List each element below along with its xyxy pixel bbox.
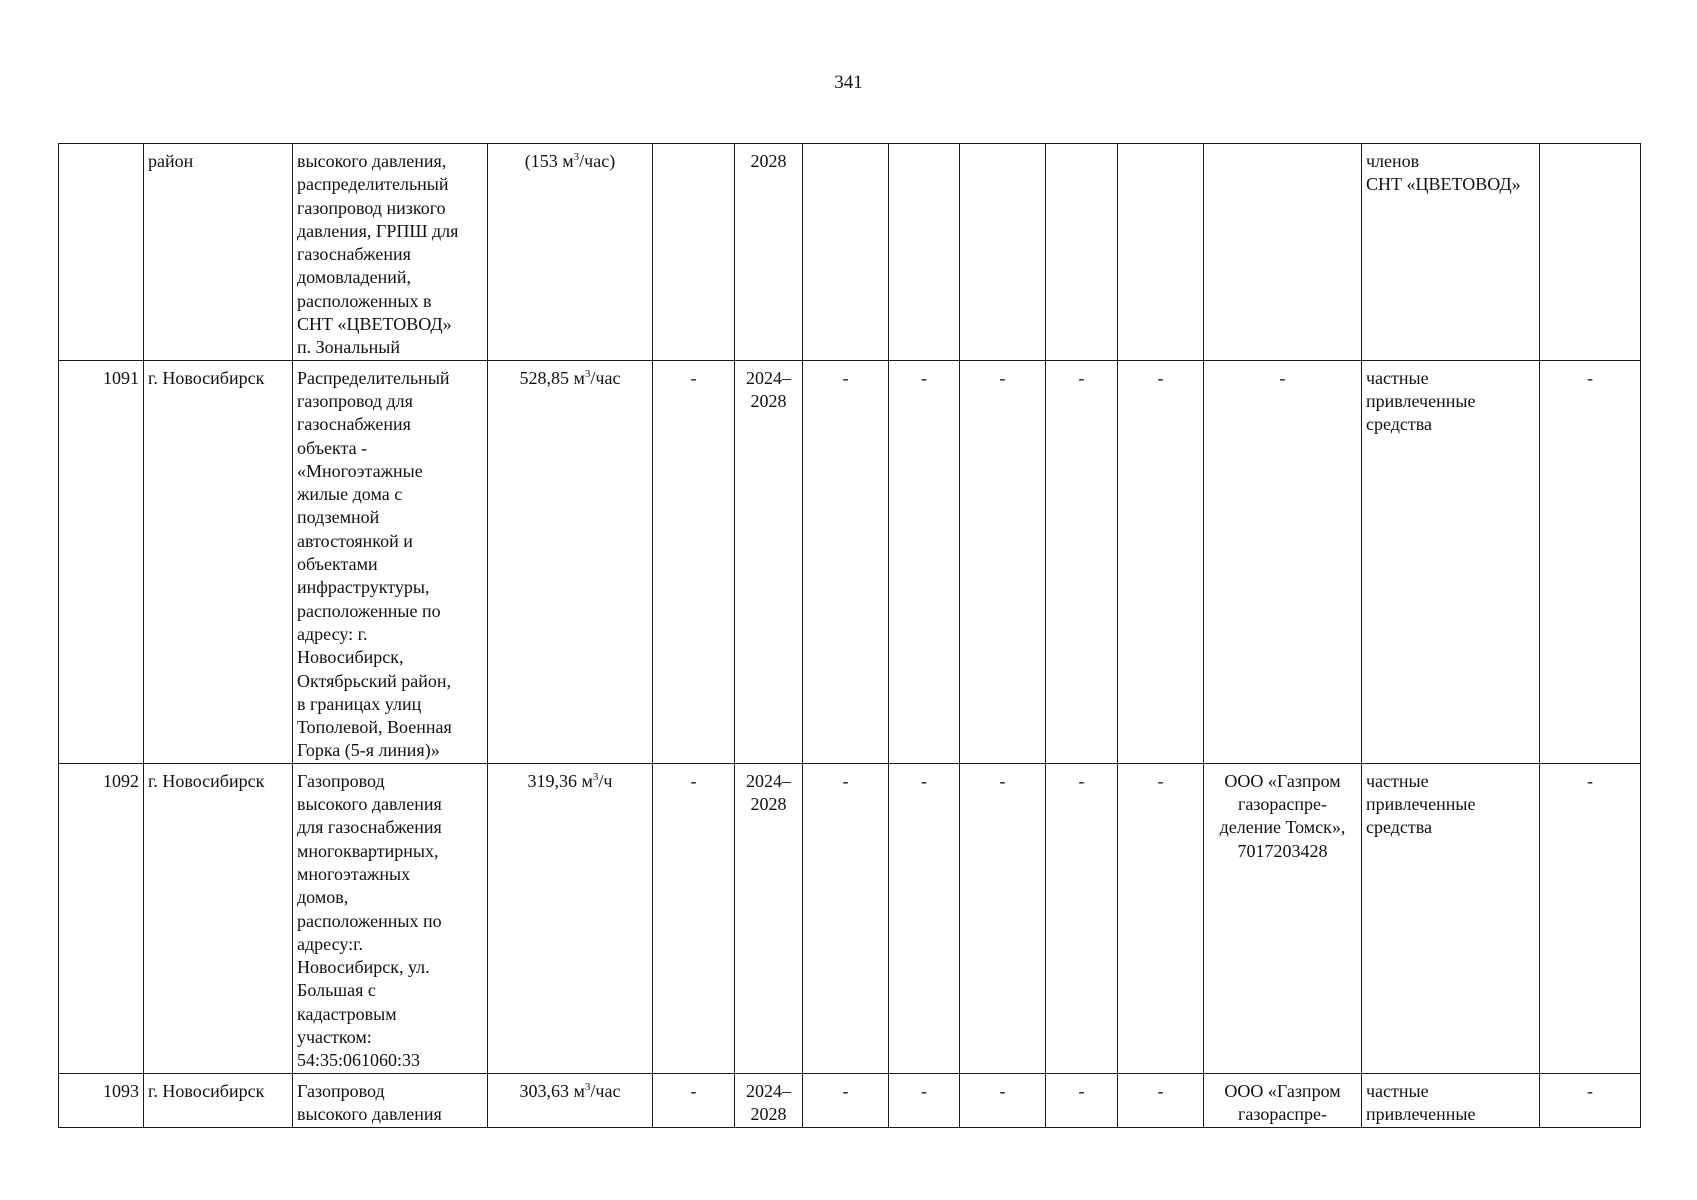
column-9-cell	[960, 144, 1046, 361]
object-name-line: высокого давления	[297, 1104, 442, 1125]
period-line: 2028	[750, 794, 787, 815]
column-7-cell	[803, 144, 889, 361]
object-name-line: инфраструктуры,	[297, 577, 430, 598]
column-15-cell: -	[1540, 763, 1641, 1073]
object-name-line: высокого давления,	[297, 151, 447, 171]
object-name-line: объекта -	[297, 437, 368, 458]
object-name-line: расположенные по	[297, 600, 441, 621]
capacity-superscript: 3	[592, 770, 599, 783]
column-7-cell: -	[803, 1073, 889, 1127]
object-name-line: «Многоэтажные	[297, 460, 423, 481]
column-15-cell: -	[1540, 1073, 1641, 1127]
object-name-line: Октябрьский район,	[297, 670, 452, 691]
column-5-cell: -	[653, 360, 735, 763]
period-line: 2024–	[746, 1080, 791, 1101]
capacity-unit: /час	[590, 367, 621, 388]
object-name-line: расположенных в	[297, 290, 432, 311]
capacity-superscript: 3	[584, 1080, 591, 1093]
funding-source-cell	[1362, 763, 1540, 1073]
capacity-cell	[488, 1073, 653, 1127]
object-name-line: многоквартирных,	[297, 840, 439, 861]
organization-line: газораспре-	[1238, 1104, 1327, 1125]
capacity-unit: /час	[590, 1080, 621, 1101]
period-cell	[735, 763, 803, 1073]
funding-source-line: средства	[1366, 817, 1433, 838]
funding-source-cell	[1362, 144, 1540, 361]
object-name-line: газоснабжения	[297, 244, 411, 265]
object-name-line: Распределительный	[297, 367, 450, 388]
organization-line: ООО «Газпром	[1224, 1080, 1341, 1101]
column-11-cell: -	[1118, 763, 1204, 1073]
object-name-line: домовладений,	[297, 267, 411, 288]
object-name-line: п. Зональный	[297, 337, 400, 358]
funding-source-line: частные	[1366, 1080, 1429, 1101]
row-number-cell: 1092	[59, 763, 144, 1073]
object-name-line: многоэтажных	[297, 863, 411, 884]
object-name-cell	[293, 1073, 488, 1127]
row-number-cell: 1093	[59, 1073, 144, 1127]
column-9-cell: -	[960, 763, 1046, 1073]
object-name-line: газоснабжения	[297, 414, 411, 435]
table-row	[59, 360, 1641, 763]
period-cell	[735, 1073, 803, 1127]
organization-line: 7017203428	[1237, 840, 1328, 861]
object-name-line: домов,	[297, 887, 349, 908]
column-11-cell: -	[1118, 1073, 1204, 1127]
object-name-line: подземной	[297, 507, 380, 528]
capacity-unit: /ч	[598, 770, 613, 791]
table-row	[59, 763, 1641, 1073]
funding-source-line: частные	[1366, 367, 1429, 388]
page-number: 341	[834, 72, 863, 93]
object-name-line: адресу: г.	[297, 623, 368, 644]
capacity-value: 528,85 м	[519, 367, 585, 388]
object-name-line: Большая с	[297, 980, 376, 1001]
municipality-cell: район	[144, 144, 293, 361]
column-9-cell: -	[960, 360, 1046, 763]
column-8-cell	[889, 144, 960, 361]
object-name-line: газопровод низкого	[297, 197, 446, 218]
column-8-cell: -	[889, 763, 960, 1073]
period-cell	[735, 360, 803, 763]
capacity-value: 303,63 м	[519, 1080, 585, 1101]
column-10-cell: -	[1046, 360, 1118, 763]
organization-line: ООО «Газпром	[1224, 770, 1341, 791]
column-7-cell: -	[803, 360, 889, 763]
period-line: 2028	[750, 1104, 787, 1125]
funding-source-line: средства	[1366, 414, 1433, 435]
object-name-line: жилые дома с	[297, 484, 403, 505]
object-name-line: Тополевой, Военная	[297, 717, 452, 738]
object-name-line: Новосибирск,	[297, 647, 404, 668]
funding-source-cell	[1362, 360, 1540, 763]
column-11-cell	[1118, 144, 1204, 361]
period-line: 2024–	[746, 367, 791, 388]
municipality-cell: г. Новосибирск	[144, 1073, 293, 1127]
object-name-cell	[293, 144, 488, 361]
period-line: 2028	[750, 151, 787, 171]
organization-line: газораспре-	[1238, 794, 1327, 815]
funding-source-line: привлеченные	[1366, 390, 1476, 411]
municipality-cell: г. Новосибирск	[144, 360, 293, 763]
funding-source-line: привлеченные	[1366, 794, 1476, 815]
column-9-cell: -	[960, 1073, 1046, 1127]
column-5-cell: -	[653, 763, 735, 1073]
organization-cell	[1204, 360, 1362, 763]
object-name-line: давления, ГРПШ для	[297, 220, 459, 241]
object-name-line: Газопровод	[297, 770, 385, 791]
object-name-line: для газоснабжения	[297, 817, 442, 838]
organization-cell	[1204, 1073, 1362, 1127]
row-number-cell	[59, 144, 144, 361]
funding-source-line: СНТ «ЦВЕТОВОД»	[1366, 174, 1521, 195]
period-line: 2028	[750, 390, 787, 411]
capacity-unit: /час)	[579, 151, 616, 171]
object-name-line: Горка (5-я линия)»	[297, 740, 440, 761]
municipality-cell: г. Новосибирск	[144, 763, 293, 1073]
column-7-cell: -	[803, 763, 889, 1073]
column-15-cell: -	[1540, 360, 1641, 763]
capacity-cell	[488, 360, 653, 763]
object-name-line: СНТ «ЦВЕТОВОД»	[297, 314, 452, 335]
projects-table	[58, 143, 1641, 1128]
object-name-cell	[293, 763, 488, 1073]
funding-source-line: привлеченные	[1366, 1104, 1476, 1125]
object-name-line: газопровод для	[297, 390, 413, 411]
table-row	[59, 1073, 1641, 1127]
object-name-line: адресу:г.	[297, 933, 363, 954]
organization-cell	[1204, 763, 1362, 1073]
organization-line: -	[1279, 367, 1286, 388]
capacity-superscript: 3	[573, 151, 580, 163]
object-name-line: расположенных по	[297, 910, 442, 931]
object-name-line: объектами	[297, 554, 378, 575]
organization-cell	[1204, 144, 1362, 361]
object-name-line: высокого давления	[297, 794, 442, 815]
organization-line: деление Томск»,	[1219, 817, 1346, 838]
object-name-line: автостоянкой и	[297, 530, 413, 551]
funding-source-line: частные	[1366, 770, 1429, 791]
object-name-line: Газопровод	[297, 1080, 385, 1101]
table-row	[59, 144, 1641, 361]
funding-source-cell	[1362, 1073, 1540, 1127]
object-name-line: кадастровым	[297, 1003, 397, 1024]
capacity-cell	[488, 763, 653, 1073]
column-5-cell: -	[653, 1073, 735, 1127]
column-5-cell	[653, 144, 735, 361]
capacity-superscript: 3	[584, 367, 591, 380]
column-10-cell	[1046, 144, 1118, 361]
object-name-line: распределительный	[297, 174, 449, 195]
column-11-cell: -	[1118, 360, 1204, 763]
funding-source-line: членов	[1366, 151, 1420, 171]
period-line: 2024–	[746, 770, 791, 791]
column-8-cell: -	[889, 1073, 960, 1127]
object-name-line: участком:	[297, 1026, 372, 1047]
capacity-value: 319,36 м	[527, 770, 593, 791]
object-name-line: в границах улиц	[297, 693, 422, 714]
column-15-cell	[1540, 144, 1641, 361]
capacity-value: (153 м	[524, 151, 574, 171]
object-name-line: 54:35:061060:33	[297, 1050, 421, 1071]
column-8-cell: -	[889, 360, 960, 763]
capacity-cell	[488, 144, 653, 361]
period-cell	[735, 144, 803, 361]
column-10-cell: -	[1046, 1073, 1118, 1127]
object-name-line: Новосибирск, ул.	[297, 957, 430, 978]
object-name-cell	[293, 360, 488, 763]
column-10-cell: -	[1046, 763, 1118, 1073]
row-number-cell: 1091	[59, 360, 144, 763]
